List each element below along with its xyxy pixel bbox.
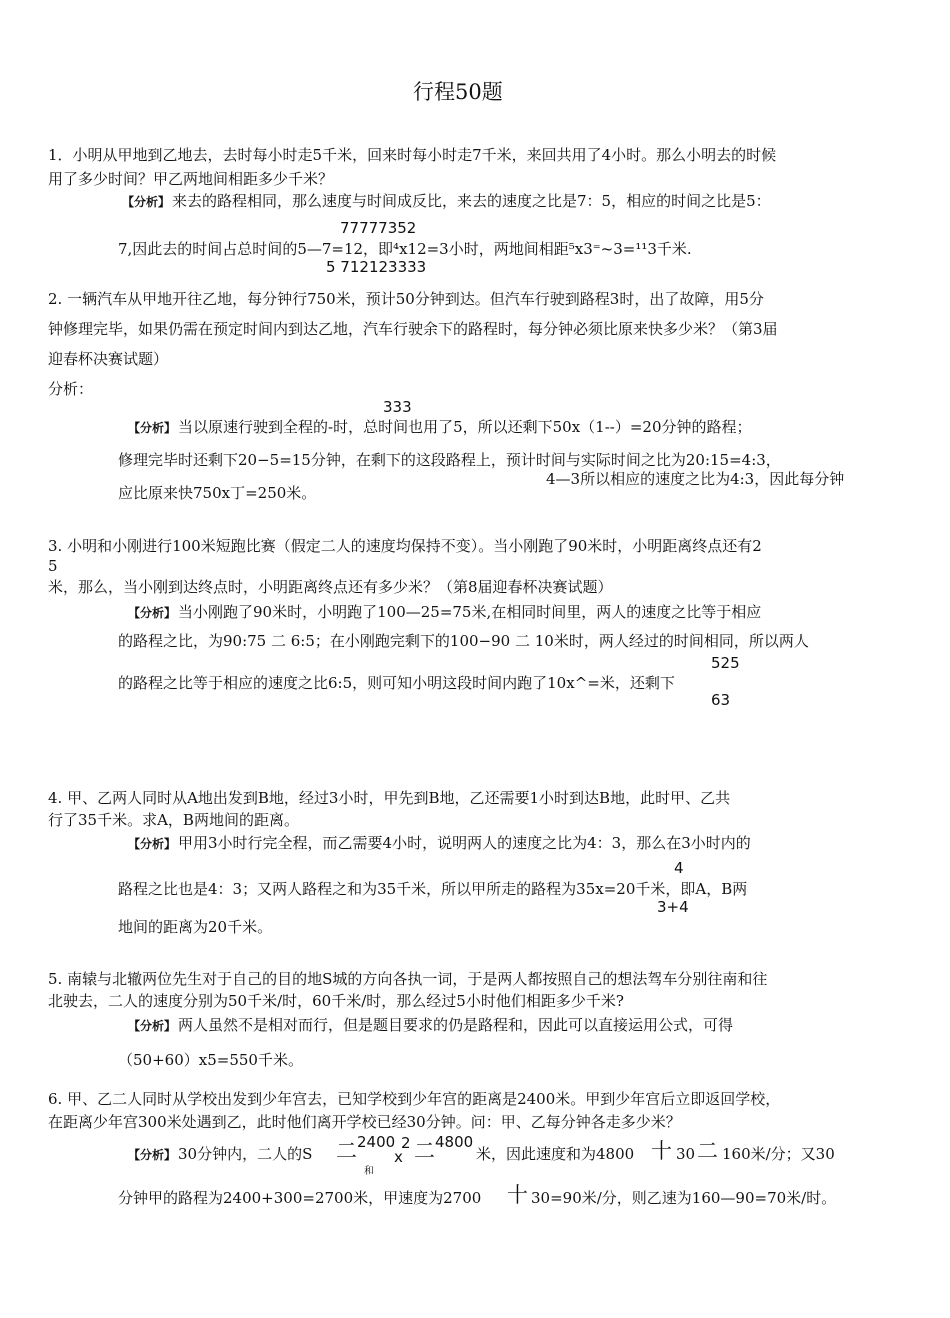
analysis-4-text-1: 甲用3小时行完全程，而乙需要4小时，说明两人的速度之比为4：3，那么在3小时内的: [178, 834, 751, 852]
analysis-4-row-1: [128, 834, 751, 853]
problem-5-line-1: 5. 南辕与北辙两位先生对于自己的目的地S城的方向各执一词，于是两人都按照自己的想法驾车分别往南和往: [48, 970, 768, 988]
analysis-2-row-1: [128, 418, 752, 437]
analysis-6-text-1: 30分钟内，二人的S: [178, 1145, 313, 1163]
analysis-2-numerators: 333: [383, 398, 412, 416]
analysis-5-text-2: （50+60）x5=550千米。: [118, 1051, 303, 1069]
subscript-he: 和: [364, 1166, 374, 1177]
analysis-tag: 【分析】: [122, 195, 171, 209]
analysis-3-text-1: 当小刚跑了90米时，小明跑了100—25=75米,在相同时间里，两人的速度之比等于相应: [178, 603, 762, 621]
analysis-tag: 【分析】: [128, 606, 177, 620]
analysis-6-text-2: 米，因此速度和为4800: [476, 1145, 635, 1163]
analysis-tag: 【分析】: [128, 1019, 177, 1033]
analysis-1-row-1: [122, 192, 771, 211]
analysis-6-value-30: 30: [676, 1145, 696, 1163]
analysis-2-text-4: 应比原来快750x丁=250米。: [118, 484, 317, 502]
analysis-tag: 【分析】: [128, 837, 177, 851]
analysis-4-text-3: 地间的距离为20千米。: [118, 918, 273, 936]
problem-3-line-2: 5: [48, 557, 58, 575]
analysis-3-row-1: [128, 603, 761, 622]
problem-3-line-3: 米，那么，当小刚到达终点时，小明距离终点还有多少米？（第8届迎春杯决赛试题）: [48, 578, 613, 596]
equals-sign: 二: [414, 1139, 435, 1163]
divide-sign: 十: [507, 1183, 528, 1207]
equals-sign: 二: [697, 1139, 718, 1163]
problem-4-line-2: 行了35千米。求A，B两地间的距离。: [48, 811, 299, 829]
result-4800: 4800: [435, 1133, 474, 1151]
problem-4-line-1: 4. 甲、乙两人同时从A地出发到B地，经过3小时，甲先到B地，乙还需要1小时到达B地，此时甲、乙共: [48, 789, 731, 807]
problem-2-line-4: 分析：: [48, 380, 94, 398]
analysis-2-text-1: 当以原速行驶到全程的-时，总时间也用了5，所以还剩下50x（1--）=20分钟的路程；: [178, 418, 752, 436]
analysis-6-text-3: 160米/分；又30: [722, 1145, 835, 1163]
analysis-2-text-3: 4—3所以相应的速度之比为4:3，因此每分钟: [546, 470, 845, 488]
analysis-6-text-5: 30=90米/分，则乙速为160—90=70米/时。: [531, 1189, 837, 1207]
problem-2-line-1: 2. 一辆汽车从甲地开往乙地，每分钟行750米，预计50分钟到达。但汽车行驶到路程3时，出了故障，用5分: [48, 290, 764, 308]
equals-sign: 二: [336, 1139, 357, 1163]
analysis-6-text-4: 分钟甲的路程为2400+300=2700米，甲速度为2700: [118, 1189, 482, 1207]
analysis-tag: 【分析】: [128, 421, 177, 435]
problem-5-line-2: 北驶去，二人的速度分别为50千米/时，60千米/时，那么经过5小时他们相距多少千米?: [48, 992, 624, 1010]
analysis-4-denominator: 3+4: [657, 898, 689, 916]
analysis-3-numerator: 525: [711, 654, 740, 672]
analysis-6-row-1: [128, 1145, 312, 1164]
analysis-1-text-2: 7,因此去的时间占总时间的5—7=12，即⁴x12=3小时，两地间相距⁵x3⁼~3=¹¹3千米.: [118, 240, 692, 258]
problem-6-line-2: 在距离少年宫300米处遇到乙，此时他们离开学校已经30分钟。问：甲、乙每分钟各走多少米？: [48, 1113, 681, 1131]
problem-1-line-2: 用了多少时间？甲乙两地间相距多少千米？: [48, 170, 334, 188]
analysis-3-denominator: 63: [711, 691, 731, 709]
problem-2-line-3: 迎春杯决赛试题）: [48, 350, 169, 368]
analysis-2-text-2: 修理完毕时还剩下20−5=15分钟，在剩下的这段路程上，预计时间与实际时间之比为20:15=4:3，: [118, 451, 781, 469]
analysis-4-numerator: 4: [674, 859, 684, 877]
analysis-5-text-1: 两人虽然不是相对而行，但是题目要求的仍是路程和，因此可以直接运用公式，可得: [178, 1016, 734, 1034]
analysis-3-text-3: 的路程之比等于相应的速度之比6:5，则可知小明这段时间内跑了10x^=米，还剩下: [118, 674, 675, 692]
analysis-1-text-1: 来去的路程相同，那么速度与时间成反比，来去的速度之比是7：5，相应的时间之比是5：: [172, 192, 771, 210]
analysis-1-denominators: 5 712123333: [326, 258, 427, 276]
divide-sign: 十: [651, 1139, 672, 1163]
times-sign: x: [394, 1148, 403, 1166]
analysis-3-text-2: 的路程之比，为90:75 二 6:5；在小刚跑完剩下的100−90 二 10米时，两人经过的时间相同，所以两人: [118, 632, 809, 650]
analysis-1-numerators: 77777352: [340, 219, 417, 237]
problem-6-line-1: 6. 甲、乙二人同时从学校出发到少年宫去，已知学校到少年宫的距离是2400米。甲到少年宫后立即返回学校，: [48, 1090, 781, 1108]
fraction-numerator-2400: 2400: [357, 1133, 396, 1151]
problem-3-line-1: 3. 小明和小刚进行100米短跑比赛（假定二人的速度均保持不变）。当小刚跑了90米时，小明距离终点还有2: [48, 537, 762, 555]
problem-2-line-2: 钟修理完毕，如果仍需在预定时间内到达乙地，汽车行驶余下的路程时，每分钟必须比原来快多少米？（第3届: [48, 320, 778, 338]
page-title: 行程50题: [413, 80, 503, 104]
factor-2: 2: [401, 1134, 411, 1152]
analysis-4-text-2: 路程之比也是4：3；又两人路程之和为35千米，所以甲所走的路程为35x=20千米，即A，B两: [118, 880, 748, 898]
problem-1-line-1: 1．小明从甲地到乙地去，去时每小时走5千米，回来时每小时走7千米，来回共用了4小时。那么小明去的时候: [48, 146, 777, 164]
analysis-tag: 【分析】: [128, 1148, 177, 1162]
analysis-5-row-1: [128, 1016, 733, 1035]
